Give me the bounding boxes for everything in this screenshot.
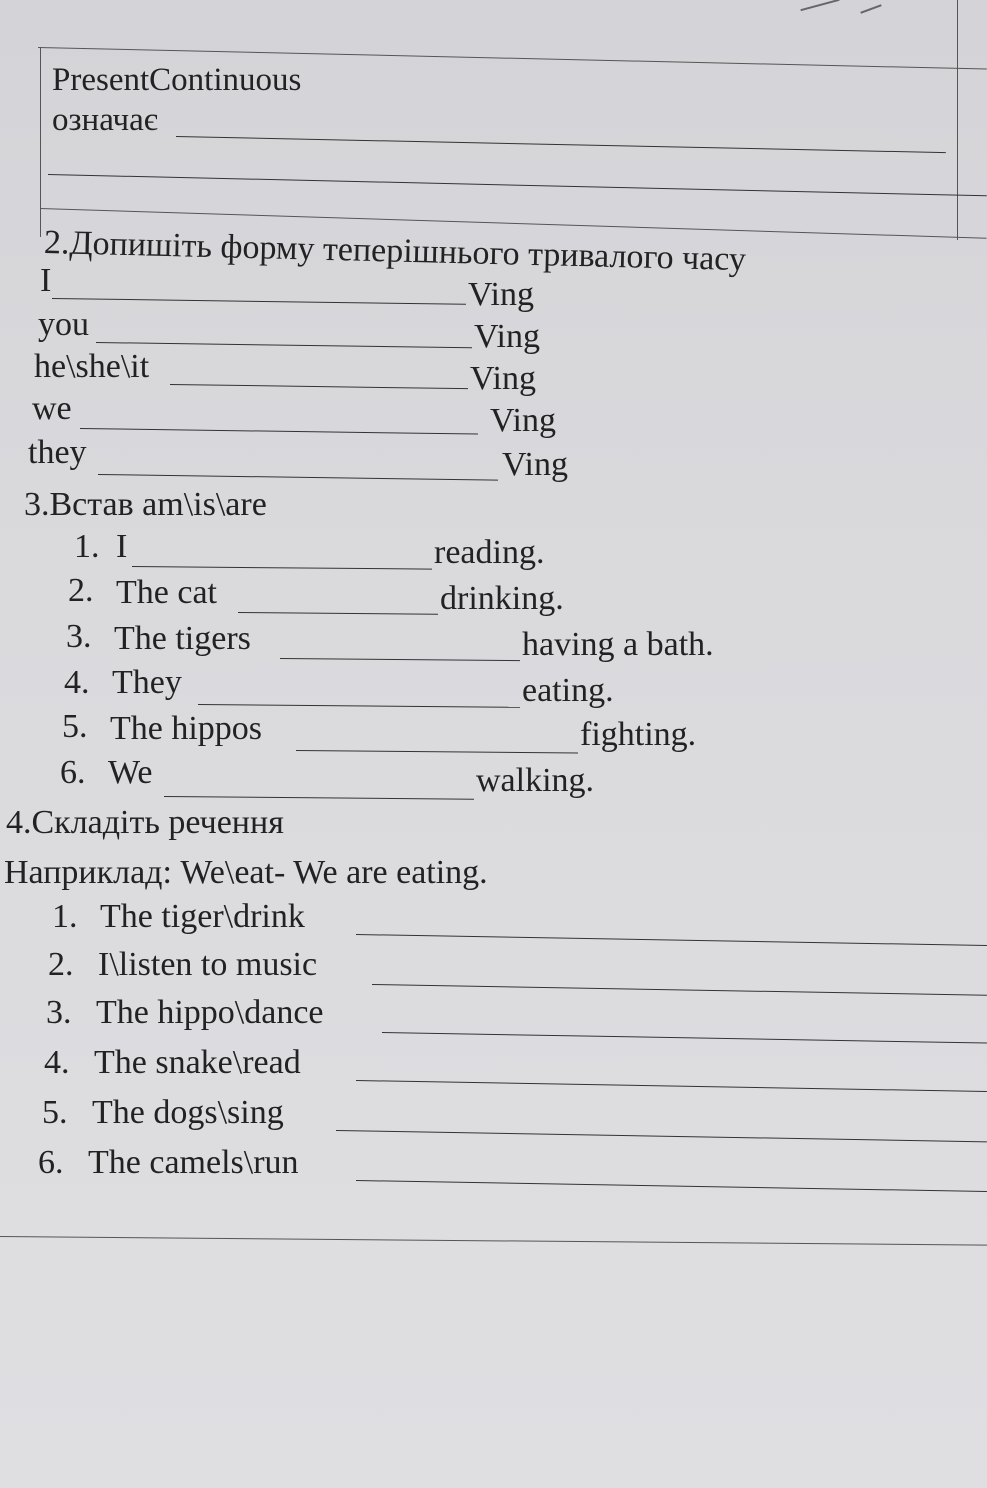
conjugation-ending: Ving bbox=[490, 402, 556, 439]
sentence-blank-4[interactable] bbox=[356, 1080, 987, 1092]
fill-item-rest: having a bath. bbox=[522, 626, 714, 663]
conjugation-blank-i[interactable] bbox=[52, 298, 466, 305]
conjugation-blank-they[interactable] bbox=[98, 474, 498, 481]
fill-item-number: 3. bbox=[66, 618, 92, 655]
sentence-item-number: 1. bbox=[52, 898, 78, 935]
fill-item-rest: eating. bbox=[522, 672, 614, 709]
pen-scribble bbox=[800, 0, 839, 11]
conjugation-ending: Ving bbox=[502, 446, 568, 483]
sentence-item-text: The tiger\drink bbox=[100, 898, 305, 935]
conjugation-ending: Ving bbox=[474, 318, 540, 355]
section4-heading: 4.Складіть речення bbox=[6, 804, 284, 841]
conjugation-subject-i: I bbox=[40, 262, 52, 299]
fill-item-number: 1. bbox=[74, 528, 100, 565]
sentence-blank-2[interactable] bbox=[372, 984, 987, 996]
fill-item-number: 2. bbox=[68, 572, 94, 609]
fill-blank-5[interactable] bbox=[296, 750, 578, 753]
fill-item-rest: drinking. bbox=[440, 580, 564, 617]
section4-example: Наприклад: We\eat- We are eating. bbox=[4, 854, 488, 891]
fill-item-rest: reading. bbox=[434, 534, 545, 571]
fill-item-number: 6. bbox=[60, 754, 86, 791]
sentence-item-number: 4. bbox=[44, 1044, 70, 1081]
sentence-item-number: 6. bbox=[38, 1144, 64, 1181]
fill-item-rest: fighting. bbox=[580, 716, 697, 753]
fill-item-rest: walking. bbox=[476, 762, 595, 799]
definition-blank-2[interactable] bbox=[48, 174, 987, 196]
conjugation-subject-he-she-it: he\she\it bbox=[34, 348, 150, 385]
sentence-item-text: The dogs\sing bbox=[92, 1094, 284, 1131]
sentence-item-number: 3. bbox=[46, 994, 72, 1031]
conjugation-blank-he-she-it[interactable] bbox=[170, 384, 468, 389]
sentence-item-number: 2. bbox=[48, 946, 74, 983]
section1-title: PresentContinuous bbox=[52, 62, 302, 98]
fill-blank-6[interactable] bbox=[164, 796, 474, 800]
sentence-item-number: 5. bbox=[42, 1094, 68, 1131]
section2-heading: 2.Допишіть форму теперішнього тривалого часу bbox=[43, 224, 747, 279]
pen-scribble bbox=[860, 4, 881, 13]
sentence-item-text: The snake\read bbox=[94, 1044, 301, 1081]
sentence-item-text: The camels\run bbox=[88, 1144, 299, 1181]
sentence-blank-6[interactable] bbox=[356, 1180, 987, 1192]
conjugation-ending: Ving bbox=[470, 360, 536, 397]
sentence-blank-3[interactable] bbox=[382, 1032, 987, 1044]
conjugation-blank-we[interactable] bbox=[80, 428, 478, 435]
sentence-blank-5[interactable] bbox=[336, 1130, 987, 1142]
table-bottom-line bbox=[0, 1236, 987, 1246]
fill-blank-3[interactable] bbox=[280, 658, 520, 661]
fill-blank-4[interactable] bbox=[198, 704, 520, 708]
sentence-item-text: I\listen to music bbox=[98, 946, 318, 983]
conjugation-subject-they: they bbox=[28, 434, 87, 471]
fill-item-subject: The cat bbox=[116, 574, 217, 611]
table-right-border bbox=[957, 0, 958, 240]
conjugation-ending: Ving bbox=[468, 276, 534, 313]
sentence-item-text: The hippo\dance bbox=[96, 994, 324, 1031]
section3-heading: 3.Встав am\is\are bbox=[24, 486, 267, 523]
fill-item-number: 5. bbox=[62, 708, 88, 745]
fill-blank-2[interactable] bbox=[238, 612, 438, 615]
fill-item-subject: The hippos bbox=[110, 710, 263, 747]
fill-blank-1[interactable] bbox=[132, 566, 432, 570]
section1-means-label: означає bbox=[52, 102, 158, 138]
sentence-blank-1[interactable] bbox=[356, 934, 987, 946]
fill-item-subject: We bbox=[108, 754, 153, 791]
conjugation-subject-we: we bbox=[32, 390, 72, 427]
conjugation-blank-you[interactable] bbox=[96, 342, 472, 348]
fill-item-subject: I bbox=[116, 528, 128, 565]
fill-item-subject: The tigers bbox=[114, 620, 251, 657]
fill-item-subject: They bbox=[112, 664, 182, 701]
fill-item-number: 4. bbox=[64, 664, 90, 701]
conjugation-subject-you: you bbox=[38, 306, 89, 343]
definition-blank-1[interactable] bbox=[176, 136, 946, 153]
